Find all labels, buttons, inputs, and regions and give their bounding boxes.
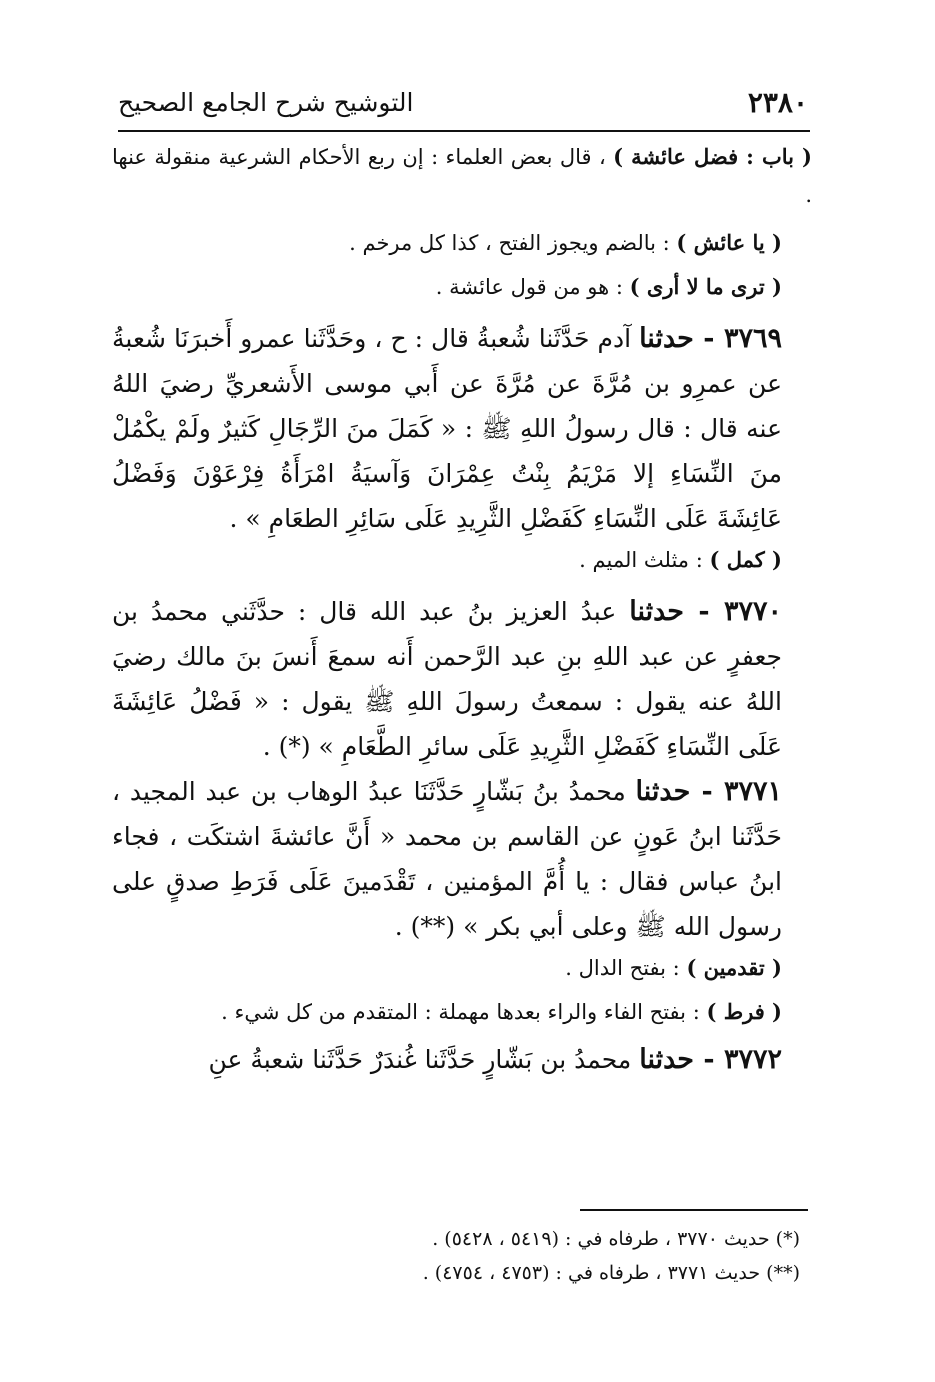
hadith-lead: - حدثنا (635, 776, 724, 807)
hadith-3769 (112, 316, 812, 541)
commentary-term: ( يا عائش ) (676, 230, 782, 255)
hadith-lead: - حدثنا (629, 596, 724, 627)
hadith-text: محمدُ بنُ بَشّارٍ حَدَّثَنَا عبدُ الوهاب بن عبد المجيد ، حَدَّثَنا ابنُ عَونٍ عن القاسم بن محمد « أَنَّ عائشةَ اشتكَت ، فجاء ابنُ عباس فقال : يا أُمَّ المؤمنين ، تَقْدَمينَ عَلَى فَرَطِ صدقٍ على رسول الله ﷺ وعلى أبي بكر » (**) . (112, 777, 782, 941)
hadith-number: ٣٧٧١ (723, 776, 782, 807)
commentary-ya-aish (112, 224, 812, 262)
hadith-number: ٣٧٧٠ (723, 596, 782, 627)
commentary-term: ( كمل ) (709, 547, 782, 572)
hadith-text: عبدُ العزيز بنُ عبد الله قال : حدَّثَني محمدُ بن جعفرٍ عن عبد اللهِ بنِ عبد الرَّحمن أَنه سمعَ أَنسَ بنَ مالك رضيَ اللهُ عنه يقول : سمعتُ رسولَ اللهِ ﷺ يقول : « فَضْلُ عَائِشَةَ عَلَى النِّسَاءِ كَفَضْلِ الثَّرِيدِ عَلَى سائرِ الطَّعَامِ » (*) . (112, 597, 782, 761)
commentary-term: ( باب : فضل عائشة ) (613, 144, 812, 169)
footnote-1: (*) حديث ٣٧٧٠ ، طرفاه في : (٥٤١٩ ، ٥٤٢٨) . (432, 1228, 800, 1250)
hadith-number: ٣٧٧٢ (723, 1044, 782, 1075)
commentary-term: ( ترى ما لا أرى ) (629, 274, 782, 299)
hadith-text: محمدُ بن بَشّارٍ حَدَّثَنا غُندَرٌ حَدَّثَنا شعبةُ عنِ (208, 1045, 640, 1074)
commentary-text: ، قال بعض العلماء : إن ربع الأحكام الشرعية منقولة عنها . (112, 145, 812, 207)
hadith-lead: - حدثنا (639, 323, 724, 354)
footnote-divider (580, 1209, 808, 1211)
commentary-kamal (112, 541, 812, 579)
footnote-2: (**) حديث ٣٧٧١ ، طرفاه في : (٤٧٥٣ ، ٤٧٥٤) . (422, 1262, 800, 1284)
hadith-number: ٣٧٦٩ (723, 323, 782, 354)
commentary-farat (112, 993, 812, 1031)
commentary-text: : بالضم ويجوز الفتح ، كذا كل مرخم . (349, 231, 677, 255)
hadith-3772 (112, 1037, 812, 1082)
main-text (112, 138, 812, 1082)
hadith-text: آدم حَدَّثَنا شُعبةُ قال : ح ، وحَدَّثَنا عمرو أَخبرَنَا شُعبةُ عن عمرِو بن مُرَّةَ عن مُرَّةَ عن أَبي موسى الأَشعريِّ رضيَ اللهُ عنه قال : قال رسولُ اللهِ ﷺ : « كَمَلَ منَ الرِّجَالِ كَثيرٌ ولَمْ يكْمُلْ منَ النِّسَاءِ إلا مَرْيَمُ بِنْتُ عِمْرَانَ وَآسيَةُ امْرَأَةُ فِرْعَوْنَ وَفَضْلُ عَائِشَةَ عَلَى النِّسَاءِ كَفَضْلِ الثَّرِيدِ عَلَى سَائِرِ الطعَامِ » . (112, 324, 782, 533)
commentary-tara-ma-la-ara (112, 268, 812, 306)
page-header (118, 86, 808, 126)
header-divider (118, 130, 810, 132)
commentary-text: : بفتح الدال . (565, 956, 687, 980)
page-number: ٢٣٨٠ (747, 86, 808, 119)
running-title: التوشيح شرح الجامع الصحيح (118, 88, 414, 117)
commentary-taqdamin (112, 949, 812, 987)
hadith-3771 (112, 769, 812, 949)
commentary-bab-fadl-aisha (112, 138, 812, 214)
footnotes (300, 1222, 800, 1290)
commentary-text: : بفتح الفاء والراء بعدها مهملة : المتقدم من كل شيء . (221, 1000, 707, 1024)
commentary-text: : مثلث الميم . (579, 548, 710, 572)
commentary-text: : هو من قول عائشة . (435, 275, 630, 299)
commentary-term: ( تقدمين ) (686, 955, 782, 980)
hadith-lead: - حدثنا (639, 1044, 724, 1075)
commentary-term: ( فرط ) (706, 999, 782, 1024)
hadith-3770 (112, 589, 812, 769)
